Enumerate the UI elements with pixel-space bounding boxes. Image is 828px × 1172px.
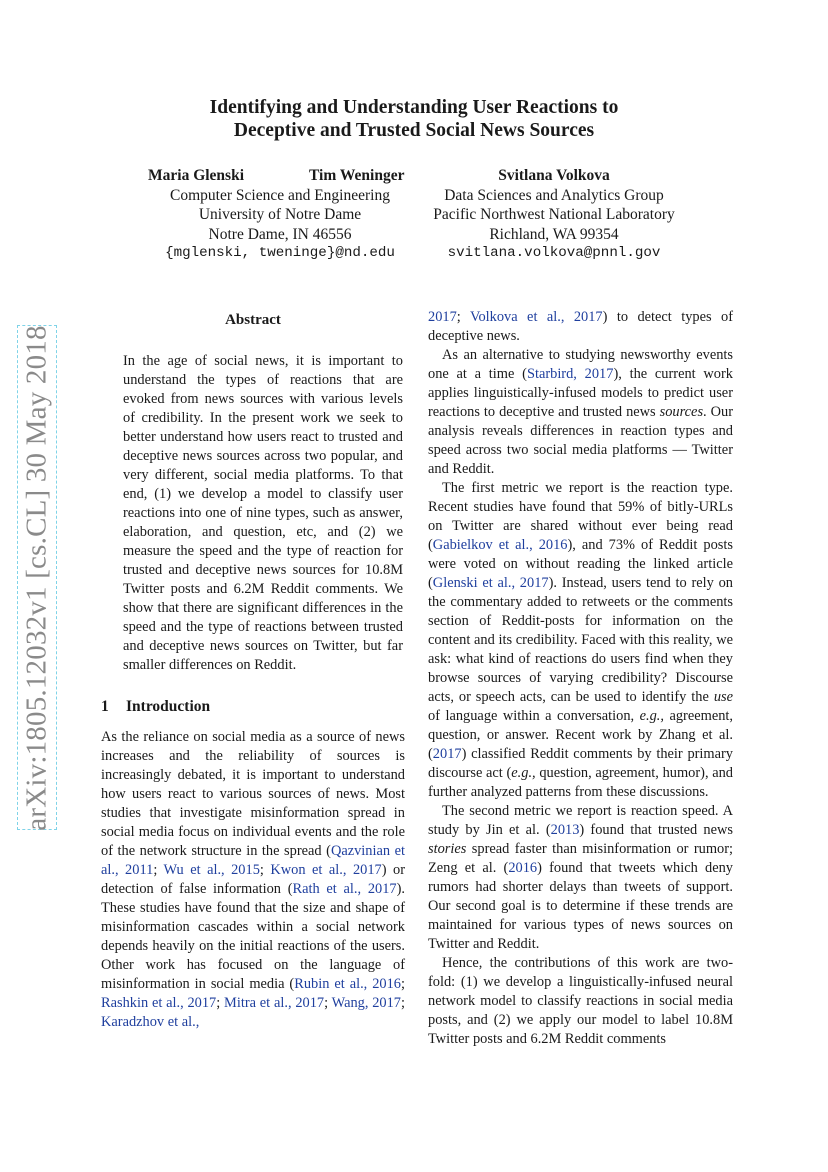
author-name-glenski: Maria Glenski: [148, 167, 245, 184]
citation-link[interactable]: Wang, 2017: [331, 995, 402, 1011]
author-name-weninger: Tim Weninger: [309, 167, 405, 184]
affiliation-notre-dame: [140, 186, 420, 264]
citation-link[interactable]: Karadzhov et al.,: [101, 1014, 200, 1030]
dept-line: Computer Science and Engineering: [170, 186, 390, 204]
arxiv-stamp[interactable]: [17, 325, 57, 830]
intro-paragraph-1-continued: 2017; Volkova et al., 2017) to detect types of deceptive news.: [428, 309, 733, 344]
right-column: [428, 308, 733, 1049]
paper-title: [0, 96, 828, 142]
left-column: [101, 308, 405, 1032]
citation-link[interactable]: Starbird, 2017: [526, 366, 614, 382]
affiliation-pnnl: [414, 166, 694, 264]
abstract-heading: Abstract: [225, 312, 281, 328]
section-heading-introduction: [101, 697, 405, 716]
citation-link[interactable]: Gabielkov et al., 2016: [432, 537, 568, 553]
intro-paragraph-3: The first metric we report is the reaction type. Recent studies have found that 59% of bitly-URLs on Twitter are shared without ever being read (Gabielkov et al., 2016), and 73% of Reddit posts were voted on without reading the linked article (Glenski et al., 2017). Instead, users tend to rely on the commentary added to retweets or the comments section of Reddit-posts for information on the content and its credibility. Faced with this reality, we ask: what kind of reactions do users find when they browse sources of varying credibility? Discourse acts, or speech acts, can be used to identify the use of language within a conversation, e.g., agreement, question, or answer. Recent work by Zhang et al. (2017) classified Reddit comments by their primary discourse act (e.g., question, agreement, humor), and further analyzed patterns from these discussions.: [428, 480, 733, 800]
citation-link[interactable]: Glenski et al., 2017: [432, 575, 549, 591]
univ-line: University of Notre Dame: [198, 206, 362, 223]
citation-link[interactable]: Rath et al., 2017: [292, 881, 397, 897]
citation-link[interactable]: 2017: [432, 746, 462, 762]
city-line: Notre Dame, IN 46556: [208, 225, 352, 243]
email-line-pnnl[interactable]: svitlana.volkova@pnnl.gov: [447, 245, 661, 261]
title-line-2: Deceptive and Trusted Social News Sources: [233, 120, 595, 141]
email-line[interactable]: {mglenski, tweninge}@nd.edu: [165, 245, 395, 261]
section-title: Introduction: [126, 698, 211, 715]
intro-paragraph-4: The second metric we report is reaction speed. A study by Jin et al. (2013) found that trusted news stories spread faster than misinformation or rumor; Zeng et al. (2016) found that tweets which deny rumors had shorter delays than tweets of support. Our second goal is to determine if these trends are maintained for various types of news sources on Twitter and Reddit.: [428, 803, 733, 952]
citation-link[interactable]: Qazvinian et al., 2011: [101, 843, 405, 878]
org-line-pnnl: Pacific Northwest National Laboratory: [433, 206, 675, 223]
citation-link[interactable]: Rubin et al., 2016: [294, 976, 401, 992]
section-number: 1: [101, 698, 109, 715]
author-name-volkova: Svitlana Volkova: [498, 167, 610, 184]
citation-link[interactable]: 2016: [508, 860, 538, 876]
abstract-text: In the age of social news, it is important to understand the types of reactions that are evoked from news sources with various levels of credibility. In the present work we seek to better understand how users react to trusted and deceptive news sources across two popular, and very different, social media platforms. To that end, (1) we develop a model to classify user reactions into one of nine types, such as answer, elaboration, and question, etc, and (2) we measure the speed and the type of reaction for trusted and deceptive news sources for 10.8M Twitter posts and 6.2M Reddit comments. We show that there are significant differences in the speed and the type of reactions between trusted and deceptive news sources on Twitter, but far smaller differences on Reddit.: [123, 353, 403, 673]
intro-paragraph-5: Hence, the contributions of this work are two-fold: (1) we develop a linguistically-infused neural network model to classify reactions in social media posts, and (2) we apply our model to label 10.8M Twitter posts and 6.2M Reddit comments: [428, 955, 733, 1047]
citation-link[interactable]: Rashkin et al., 2017: [101, 995, 217, 1011]
citation-link[interactable]: Wu et al., 2015: [163, 862, 260, 878]
arxiv-stamp-text: arXiv:1805.12032v1 [cs.CL] 30 May 2018: [20, 324, 53, 831]
citation-link[interactable]: Volkova et al., 2017: [469, 309, 603, 325]
intro-paragraph-2: As an alternative to studying newsworthy events one at a time (Starbird, 2017), the current work applies linguistically-infused models to predict user reactions to deceptive and trusted news sources. Our analysis reveals differences in reaction types and speed across two social media platforms — Twitter and Reddit.: [428, 347, 733, 477]
citation-link[interactable]: 2017: [428, 309, 457, 325]
citation-link[interactable]: 2013: [550, 822, 580, 838]
citation-link[interactable]: Kwon et al., 2017: [270, 862, 382, 878]
city-line-pnnl: Richland, WA 99354: [489, 225, 619, 243]
title-line-1: Identifying and Understanding User Reactions to: [209, 97, 619, 118]
intro-paragraph-1: As the reliance on social media as a source of news increases and the reliability of sources is increasingly debated, it is important to understand how users react to various sources of news. Most studies that investigate misinformation spread in social media focus on individual events and the role of the network structure in the spread (Qazvinian et al., 2011; Wu et al., 2015; Kwon et al., 2017) or detection of false information (Rath et al., 2017). These studies have found that the size and shape of misinformation cascades within a social network depends heavily on the initial reactions of the users. Other work has focused on the language of misinformation in social media (Rubin et al., 2016; Rashkin et al., 2017; Mitra et al., 2017; Wang, 2017; Karadzhov et al.,: [101, 729, 406, 1030]
citation-link[interactable]: Mitra et al., 2017: [224, 995, 325, 1011]
dept-line-pnnl: Data Sciences and Analytics Group: [444, 186, 664, 204]
